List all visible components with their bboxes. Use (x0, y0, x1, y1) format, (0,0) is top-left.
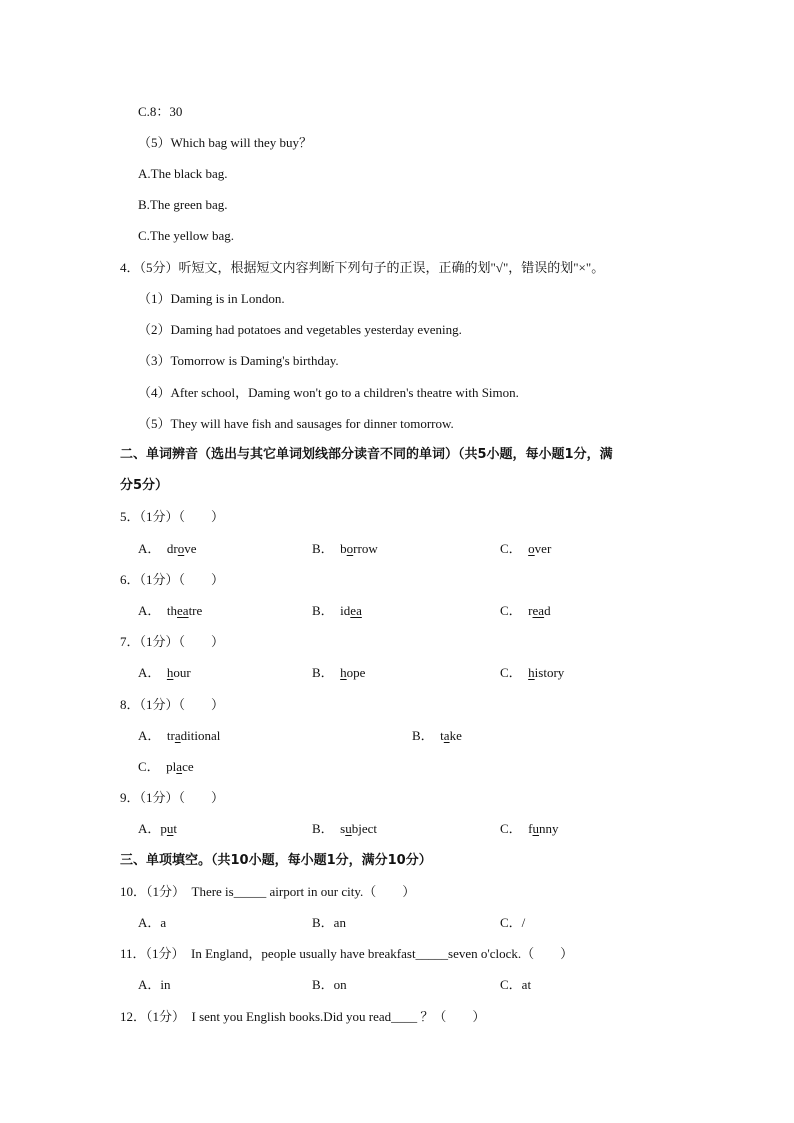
q9-option-a: A．put (138, 821, 178, 836)
question-4-item-2: （2）Daming had potatoes and vegetables yesterday evening. (138, 322, 462, 337)
q8-option-a: A． traditional (138, 728, 221, 743)
section-2-title-cont: 分5分） (120, 478, 169, 493)
question-4-item-3: （3）Tomorrow is Daming's birthday. (138, 353, 339, 368)
q7-option-a: A． hour (138, 665, 191, 680)
question-4-title: 4．（5分）听短文，根据短文内容判断下列句子的正误，正确的划"√"，错误的划"×"。 (120, 260, 605, 275)
question-5-option-a: A.The black bag. (138, 166, 228, 181)
question-6-stem: 6．（1分）（ ） (120, 572, 225, 587)
q9-option-c: C． funny (500, 821, 559, 836)
question-9-stem: 9．（1分）（ ） (120, 790, 225, 805)
question-5-phonics-stem: 5．（1分）（ ） (120, 509, 225, 524)
question-11-stem: 11．（1分） In England，people usually have breakfast_____seven o'clock.（ ） (120, 946, 574, 961)
q10-option-a: A．a (138, 915, 167, 930)
question-10-stem: 10．（1分） There is_____ airport in our city.（ ） (120, 884, 416, 899)
q8-option-b: B． take (412, 728, 462, 743)
section-2-title: 二、单词辨音（选出与其它单词划线部分读音不同的单词）（共5小题，每小题1分，满 (120, 447, 613, 462)
q11-option-a: A．in (138, 977, 171, 992)
q6-option-c: C． read (500, 603, 551, 618)
question-5-stem: （5）Which bag will they buy？ (138, 135, 313, 150)
q11-option-c: C．at (500, 977, 532, 992)
q10-option-c: C．/ (500, 915, 526, 930)
q11-option-b: B．on (312, 977, 347, 992)
question-4-item-1: （1）Daming is in London. (138, 291, 285, 306)
q6-option-b: B． idea (312, 603, 362, 618)
question-5-option-b: B.The green bag. (138, 197, 228, 212)
section-3-title: 三、单项填空。（共10小题，每小题1分，满分10分） (120, 853, 432, 868)
q6-option-a: A． theatre (138, 603, 203, 618)
question-8-stem: 8．（1分）（ ） (120, 697, 225, 712)
q10-option-b: B．an (312, 915, 346, 930)
question-5-option-c: C.The yellow bag. (138, 228, 235, 243)
q5-option-b: B． borrow (312, 541, 378, 556)
question-12-stem: 12．（1分） I sent you English books.Did you read____ ？（ ） (120, 1009, 486, 1024)
question-7-stem: 7．（1分）（ ） (120, 634, 225, 649)
q7-option-b: B． hope (312, 665, 366, 680)
q5-option-c: C． over (500, 541, 552, 556)
question-4-item-4: （4）After school，Daming won't go to a children's theatre with Simon. (138, 385, 519, 400)
option-c-line: C.8：30 (138, 104, 183, 119)
q7-option-c: C． history (500, 665, 565, 680)
question-4-item-5: （5）They will have fish and sausages for dinner tomorrow. (138, 416, 454, 431)
q9-option-b: B． subject (312, 821, 377, 836)
q5-option-a: A． drove (138, 541, 197, 556)
q8-option-c: C． place (138, 759, 194, 774)
